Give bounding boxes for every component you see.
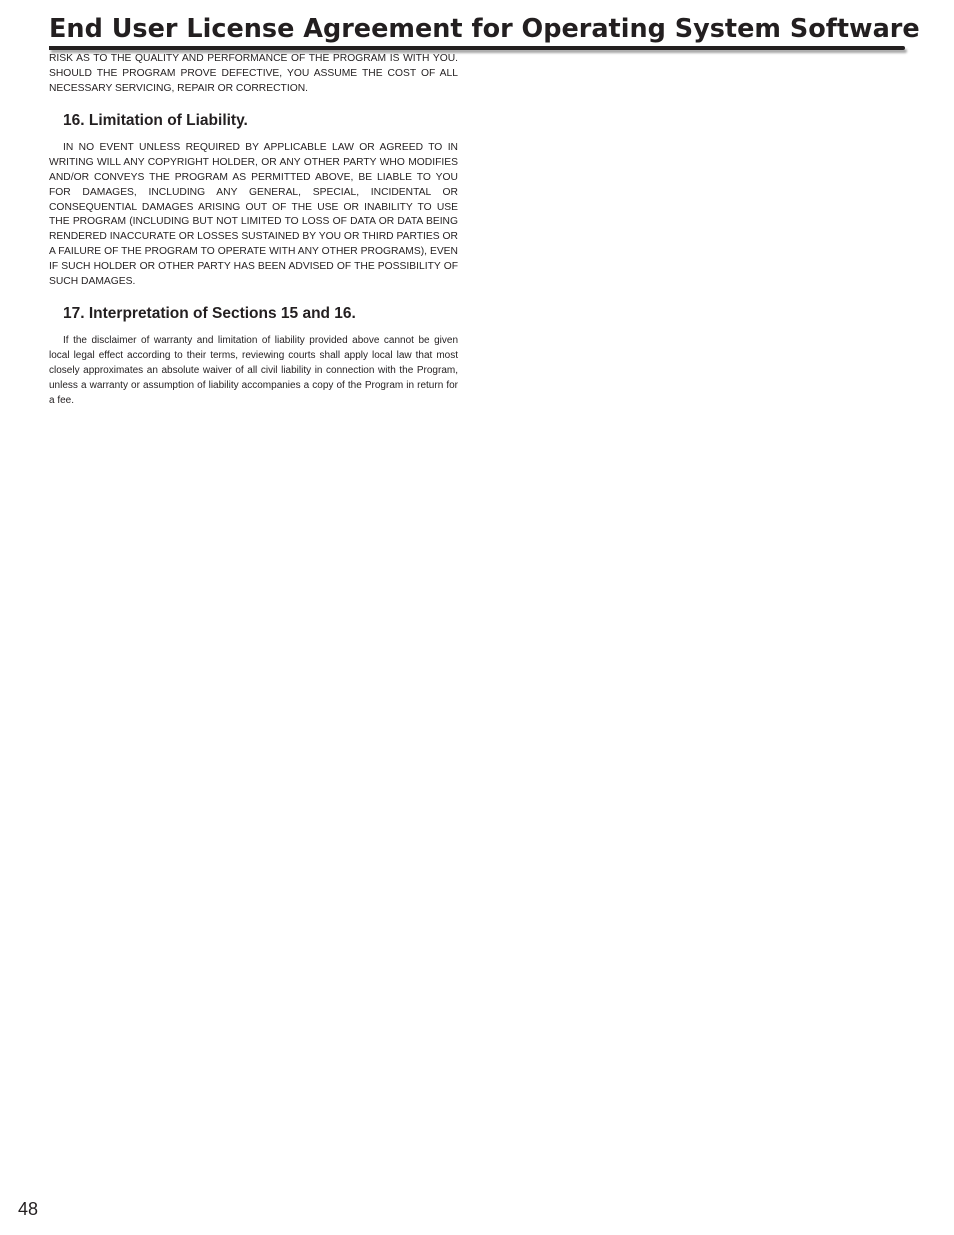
page-number: 48 — [18, 1199, 39, 1219]
section-17-body: If the disclaimer of warranty and limitation of liability provided above cannot be given local legal effect according to their terms, reviewing courts shall apply local law that most closely approximates an absolute waiver of all civil liability in connection with the Program, unless a warranty or assumption of liability accompanies a copy of the Program in return for a fee. — [49, 335, 458, 406]
section-16-heading: 16. Limitation of Liability. — [63, 112, 248, 130]
continued-paragraph: RISK AS TO THE QUALITY AND PERFORMANCE OF THE PROGRAM IS WITH YOU. SHOULD THE PROGRAM PROVE DEFECTIVE, YOU ASSUME THE COST OF ALL NECESSARY SERVICING, REPAIR OR CORRECTION. — [49, 53, 458, 94]
section-16-body: IN NO EVENT UNLESS REQUIRED BY APPLICABLE LAW OR AGREED TO IN WRITING WILL ANY COPYRIGHT HOLDER, OR ANY OTHER PARTY WHO MODIFIES AND/OR CONVEYS THE PROGRAM AS PERMITTED ABOVE, BE LIABLE TO YOU FOR DAMAGES, INCLUDING ANY GENERAL, SPECIAL, INCIDENTAL OR CONSEQUENTIAL DAMAGES ARISING OUT OF THE USE OR INABILITY TO USE THE PROGRAM (INCLUDING BUT NOT LIMITED TO LOSS OF DATA OR DATA BEING RENDERED INACCURATE OR LOSSES SUSTAINED BY YOU OR THIRD PARTIES OR A FAILURE OF THE PROGRAM TO OPERATE WITH ANY OTHER PROGRAMS), EVEN IF SUCH HOLDER OR OTHER PARTY HAS BEEN ADVISED OF THE POSSIBILITY OF SUCH DAMAGES. — [49, 142, 458, 287]
page-title: End User License Agreement for Operating System Software — [49, 14, 920, 44]
text-column — [49, 52, 458, 408]
title-rule — [49, 46, 905, 50]
section-17-heading: 17. Interpretation of Sections 15 and 16. — [63, 305, 356, 323]
